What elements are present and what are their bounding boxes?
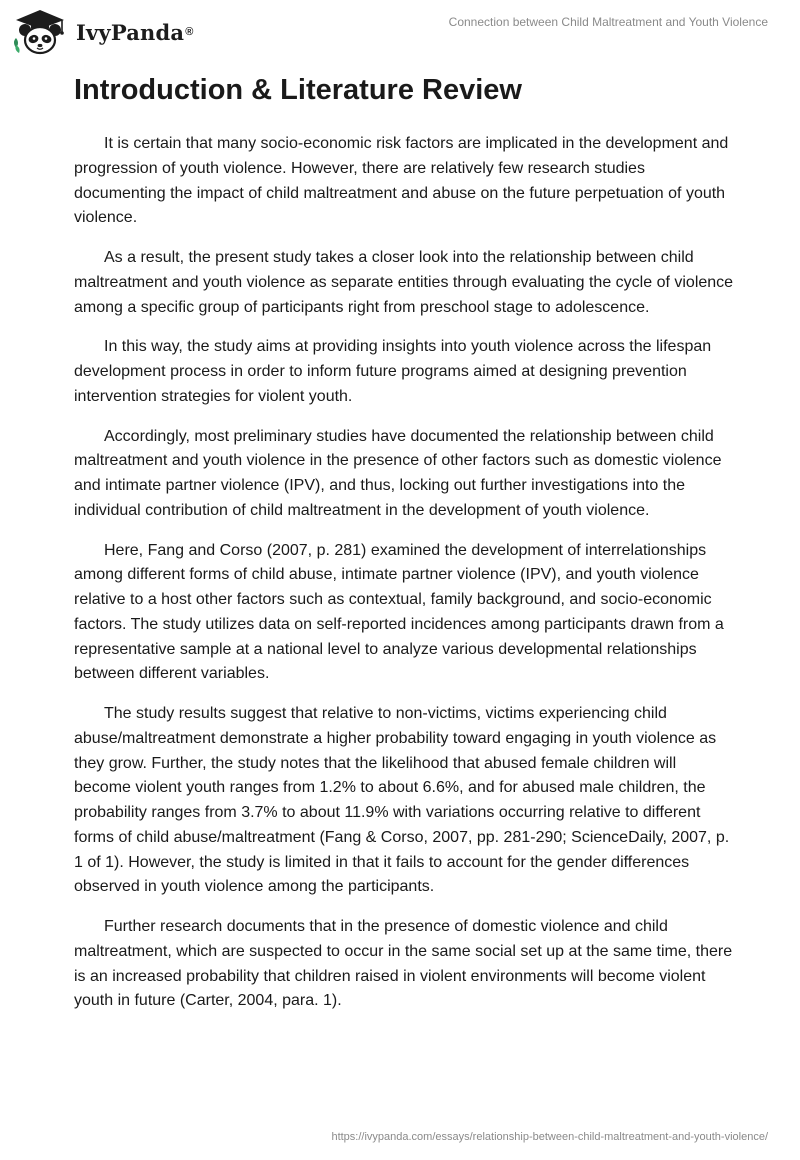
paragraph: As a result, the present study takes a closer look into the relationship between child maltreatment and youth violence as separate entities through evaluating the cycle of violence among a specific group of participants right from preschool stage to adolescence. [74,249,734,316]
paragraph: Accordingly, most preliminary studies have documented the relationship between child maltreatment and youth violence in the presence of other factors such as domestic violence and intimate partner violence (IPV), and thus, locking out further investigations into the individual contribution of child maltreatment in the development of youth violence. [74,427,722,519]
brand-name: IvyPanda [76,19,185,45]
paragraph: Here, Fang and Corso (2007, p. 281) examined the development of interrelationships among different forms of child abuse, intimate partner violence (IPV), and youth violence relative to a host other factors such as contextual, family background, and socio-economic factors. The study utilizes data on self-reported incidences among participants drawn from a representative sample at a national level to analyze various developmental relationships between different variables. [74,541,724,683]
paragraph: The study results suggest that relative to non-victims, victims experiencing child abuse/maltreatment demonstrate a higher probability toward engaging in youth violence as they grow. Further, the study notes that the likelihood that abused female children will become violent youth ranges from 1.2% to about 6.6%, and for abused male children, the probability ranges from 3.7% to about 11.9% with variations occurring relative to different forms of child abuse/maltreatment (Fang & Corso, 2007, pp. 281-290; ScienceDaily, 2007, p. 1 of 1). However, the study is limited in that it fails to account for the gender differences observed in youth violence among the participants. [74,705,730,896]
section-heading: Introduction & Literature Review [74,74,522,106]
document-title: Connection between Child Maltreatment and Youth Violence [448,15,768,29]
paragraph: It is certain that many socio-economic risk factors are implicated in the development and progression of youth violence. However, there are relatively few research studies documenting the impact of child maltreatment and abuse on the future perpetuation of youth violence. [74,135,729,227]
page-header [0,0,800,62]
ivypanda-logo[interactable] [10,8,193,56]
source-url-link[interactable]: https://ivypanda.com/essays/relationship-between-child-maltreatment-and-youth-violence/ [331,1131,768,1143]
paragraph: In this way, the study aims at providing insights into youth violence across the lifespan development process in order to inform future programs aimed at designing prevention intervention strategies for violent youth. [74,338,712,405]
article-body [74,132,734,1029]
panda-graduation-cap-icon [10,8,70,56]
registered-mark: ® [185,26,194,38]
paragraph: Further research documents that in the presence of domestic violence and child maltreatment, which are suspected to occur in the same social set up at the same time, there is an increased probability that children raised in violent environments will become violent youth in future (Carter, 2004, para. 1). [74,918,733,1010]
